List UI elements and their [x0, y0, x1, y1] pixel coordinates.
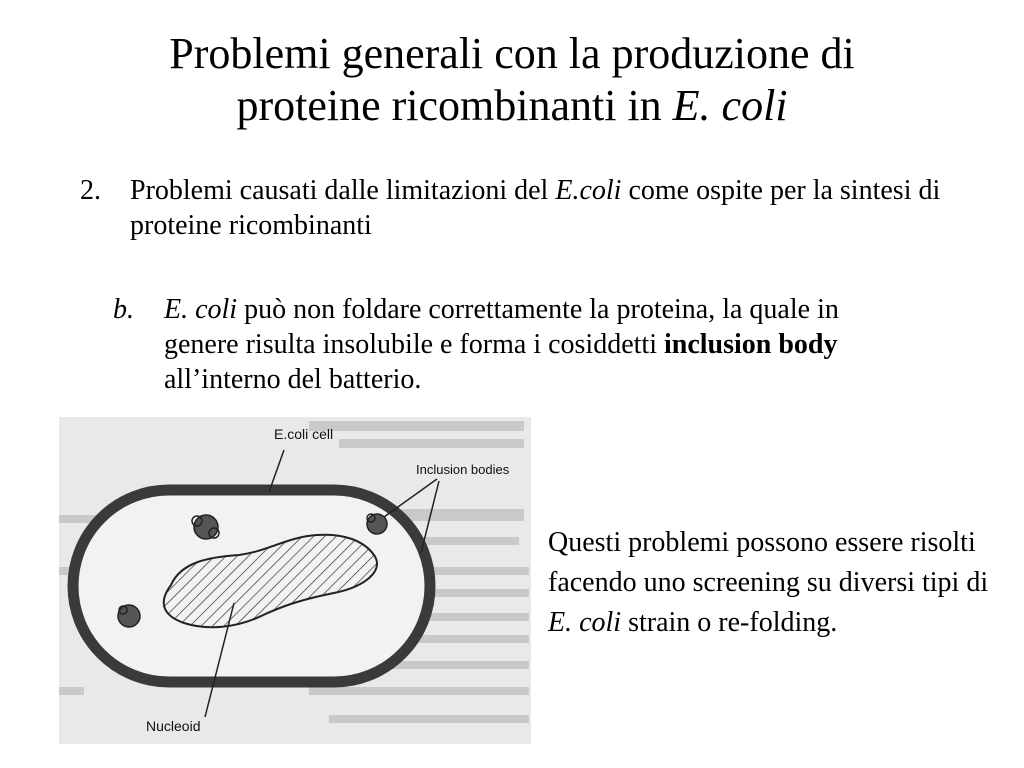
- title-line-2-text: proteine ricombinanti in: [236, 81, 673, 130]
- side-note: [548, 523, 998, 643]
- slide-title: [0, 28, 1024, 132]
- side-note-species: E. coli: [548, 607, 622, 638]
- inclusion-body-3: [118, 605, 140, 627]
- itemb-text-middle: può non foldare correttamente la proteina, la quale in genere risulta insolubile e forma i cosiddetti: [164, 294, 839, 360]
- inclusion-body-term: inclusion body: [663, 329, 838, 360]
- list-number: 2.: [80, 175, 101, 206]
- side-note-after: strain o re-folding.: [621, 607, 838, 638]
- label-ecoli-cell: E.coli cell: [274, 426, 334, 442]
- sublist-item-b-text: [164, 292, 904, 397]
- title-line-2: [0, 80, 1024, 132]
- title-species: E. coli: [672, 81, 788, 130]
- item2-species: E.coli: [555, 175, 622, 206]
- side-note-before: Questi problemi possono essere risolti facendo uno screening su diversi tipi di: [548, 527, 989, 598]
- label-inclusion-bodies: Inclusion bodies: [416, 462, 510, 477]
- title-line-1: Problemi generali con la produzione di: [169, 29, 855, 78]
- item2-text-after: come ospite per la sintesi di proteine ricombinanti: [130, 175, 941, 241]
- list-item-2-text: [130, 173, 980, 243]
- ecoli-diagram: [59, 417, 531, 744]
- itemb-species: E. coli: [164, 294, 238, 325]
- sublist-letter: b.: [113, 294, 134, 325]
- itemb-text-end: all’interno del batterio.: [164, 364, 422, 395]
- label-nucleoid: Nucleoid: [146, 718, 201, 734]
- item2-text-before: Problemi causati dalle limitazioni del: [130, 175, 556, 206]
